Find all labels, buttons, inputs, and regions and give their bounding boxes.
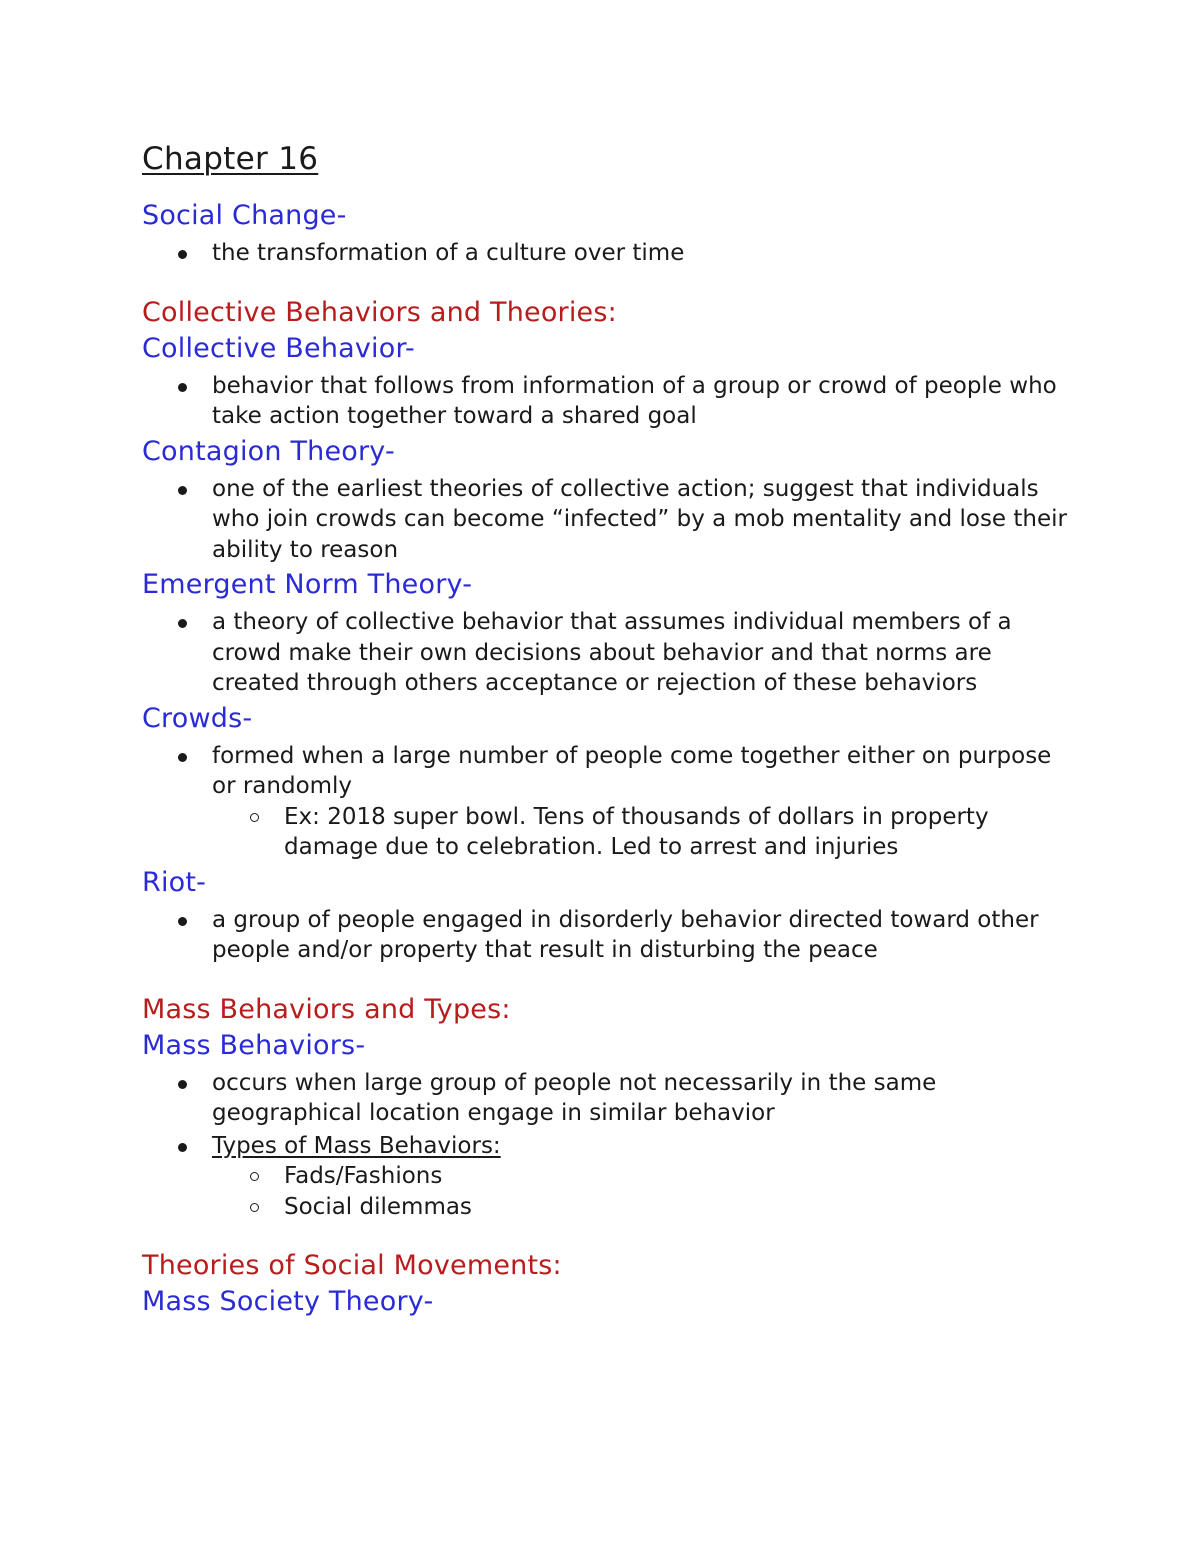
hollow-circle-icon (250, 1203, 259, 1212)
section-heading-collective: Collective Behaviors and Theories: (142, 296, 617, 328)
term-mass-society-theory: Mass Society Theory- (142, 1286, 434, 1317)
bullet-list (142, 741, 1072, 863)
bullet-list (142, 607, 1072, 699)
term-contagion-theory: Contagion Theory- (142, 435, 395, 467)
bullet-item (142, 1131, 1072, 1223)
bullet-dot-icon (178, 383, 187, 392)
bullet-list (142, 1068, 1072, 1223)
bullet-list (142, 905, 1072, 966)
bullet-list (142, 371, 1072, 432)
bullet-item (142, 1068, 1072, 1129)
bullet-list (142, 474, 1072, 566)
bullet-item (142, 905, 1072, 966)
section-heading-movements: Theories of Social Movements: (142, 1250, 562, 1281)
bullet-dot-icon (178, 1143, 187, 1152)
bullet-item (142, 238, 1072, 269)
bullet-dot-icon (178, 917, 187, 926)
hollow-circle-icon (250, 1172, 259, 1181)
bullet-text: a group of people engaged in disorderly behavior directed toward other people and/or property that result in disturbing the peace (212, 906, 1039, 963)
sub-bullet-list (212, 1161, 1072, 1222)
section-heading-mass: Mass Behaviors and Types: (142, 993, 511, 1025)
sub-bullet-item (212, 1161, 1072, 1192)
term-social-change: Social Change- (142, 200, 347, 231)
bullet-text: a theory of collective behavior that assumes individual members of a crowd make their own decisions about behavior and that norms are created through others acceptance or rejection of these behaviors (212, 609, 1012, 696)
sub-bullet-list (212, 802, 1072, 863)
bullet-dot-icon (178, 1080, 187, 1089)
sub-bullet-text: Fads/Fashions (284, 1163, 443, 1189)
bullet-text: formed when a large number of people come together either on purpose or randomly (212, 742, 1052, 799)
bullet-dot-icon (178, 486, 187, 495)
sub-bullet-text: Social dilemmas (284, 1193, 472, 1220)
term-emergent-norm-theory: Emergent Norm Theory- (142, 569, 473, 600)
hollow-circle-icon (250, 813, 259, 822)
bullet-text-underlined: Types of Mass Behaviors: (212, 1132, 501, 1159)
bullet-text: occurs when large group of people not necessarily in the same geographical location engage in similar behavior (212, 1069, 937, 1126)
bullet-list (142, 238, 1072, 269)
bullet-dot-icon (178, 753, 187, 762)
chapter-title: Chapter 16 (142, 141, 319, 177)
bullet-item (142, 371, 1072, 432)
bullet-dot-icon (178, 250, 187, 259)
bullet-text: behavior that follows from information of a group or crowd of people who take action together toward a shared goal (212, 372, 1057, 429)
term-collective-behavior: Collective Behavior- (142, 332, 415, 364)
sub-bullet-item (212, 1192, 1072, 1223)
term-mass-behaviors: Mass Behaviors- (142, 1029, 366, 1061)
bullet-item (142, 607, 1072, 699)
bullet-text: the transformation of a culture over time (212, 240, 685, 266)
sub-bullet-item (212, 802, 1072, 863)
term-riot: Riot- (142, 866, 207, 898)
bullet-dot-icon (178, 619, 187, 628)
term-crowds: Crowds- (142, 702, 253, 734)
bullet-text: one of the earliest theories of collective action; suggest that individuals who join crowds can become “infected” by a mob mentality and lose their ability to reason (212, 475, 1067, 563)
bullet-item (142, 741, 1072, 863)
sub-bullet-text: Ex: 2018 super bowl. Tens of thousands of dollars in property damage due to celebration. Led to arrest and injuries (284, 803, 989, 860)
bullet-item (142, 474, 1072, 566)
document-page (142, 138, 1072, 1320)
